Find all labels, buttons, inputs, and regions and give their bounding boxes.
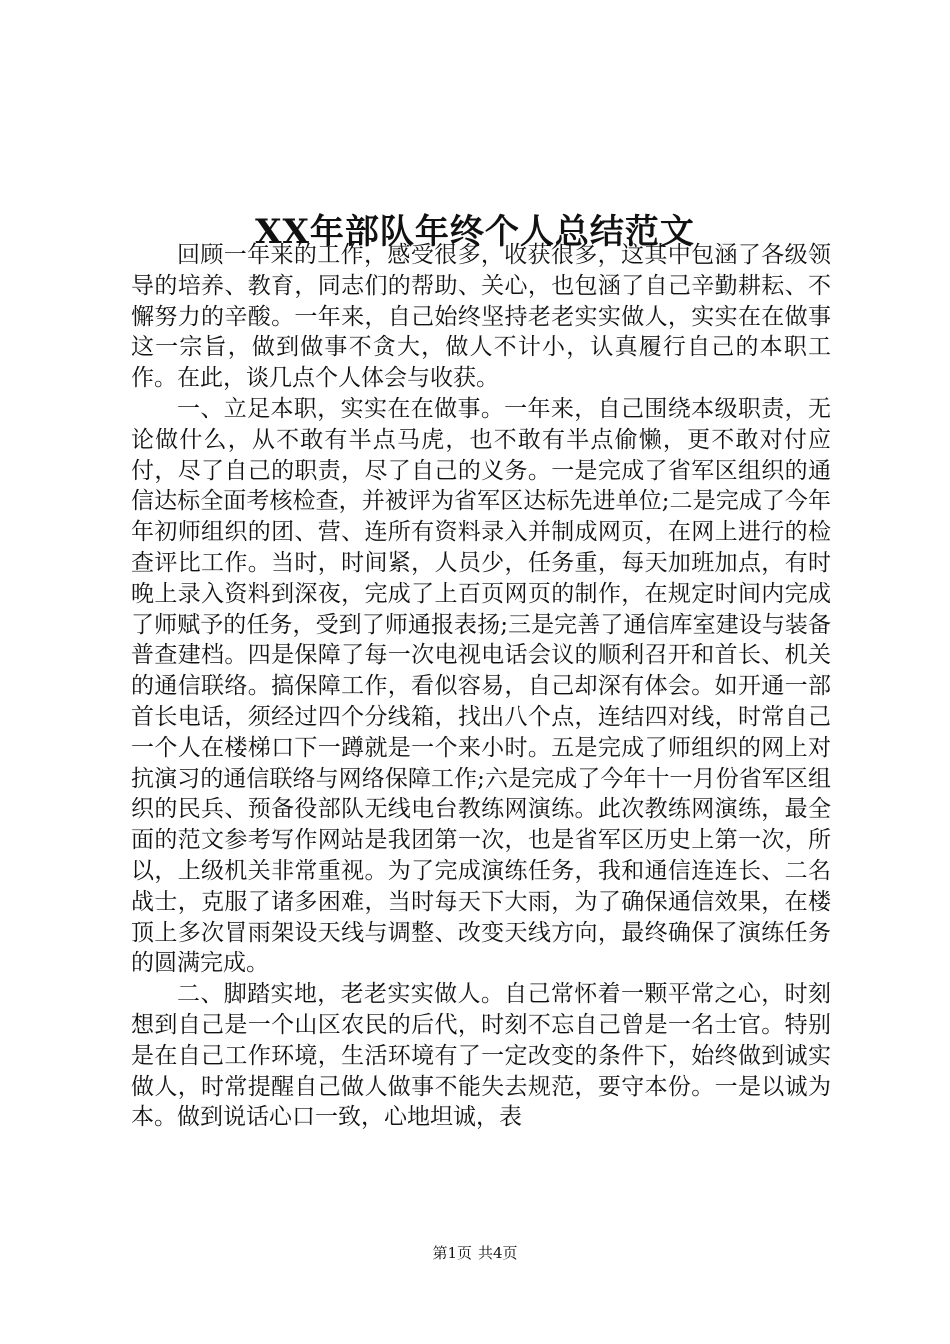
paragraph-intro: 回顾一年来的工作，感受很多，收获很多，这其中包涵了各级领导的培养、教育，同志们的帮助、关心，也包涵了自己辛勤耕耘、不懈努力的辛酸。一年来，自己始终坚持老老实实做人，实实在在做事这一宗旨，做到做事不贪大，做人不计小，认真履行自己的本职工作。在此，谈几点个人体会与收获。 [131,242,831,392]
document-body [131,240,831,1133]
page-footer [0,1242,950,1264]
paragraph-section-one: 一、立足本职，实实在在做事。一年来，自己围绕本级职责，无论做什么，从不敢有半点马虎，也不敢有半点偷懒，更不敢对付应付，尽了自己的职责，尽了自己的义务。一是完成了省军区组织的通信达标全面考核检查，并被评为省军区达标先进单位;二是完成了今年年初师组织的团、营、连所有资料录入并制成网页，在网上进行的检查评比工作。当时，时间紧，人员少，任务重，每天加班加点，有时晚上录入资料到深夜，完成了上百页网页的制作，在规定时间内完成了师赋予的任务，受到了师通报表扬;三是完善了通信库室建设与装备普查建档。四是保障了每一次电视电话会议的顺利召开和首长、机关的通信联络。搞保障工作，看似容易，自己却深有体会。如开通一部首长电话，须经过四个分线箱，找出八个点，连结四对线，时常自己一个人在楼梯口下一蹲就是一个来小时。五是完成了师组织的网上对抗演习的通信联络与网络保障工作;六是完成了今年十一月份省军区组织的民兵、预备役部队无线电台教练网演练。此次教练网演练，最全面的范文参考写作网站是我团第一次，也是省军区历史上第一次，所以，上级机关非常重视。为了完成演练任务，我和通信连连长、二名战士，克服了诸多困难，当时每天下大雨，为了确保通信效果，在楼顶上多次冒雨架设天线与调整、改变天线方向，最终确保了演练任务的圆满完成。 [131,395,831,977]
document-title: XX年部队年终个人总结范文 [255,211,695,252]
page-total: 共4页 [478,1244,518,1262]
page-number: 第1页 [432,1244,472,1262]
paragraph-section-two: 二、脚踏实地，老老实实做人。自己常怀着一颗平常之心，时刻想到自己是一个山区农民的后代，时刻不忘自己曾是一名士官。特别是在自己工作环境，生活环境有了一定改变的条件下，始终做到诚实做人，时常提醒自己做人做事不能失去规范，要守本份。一是以诚为本。做到说话心口一致，心地坦诚，表 [131,981,831,1131]
